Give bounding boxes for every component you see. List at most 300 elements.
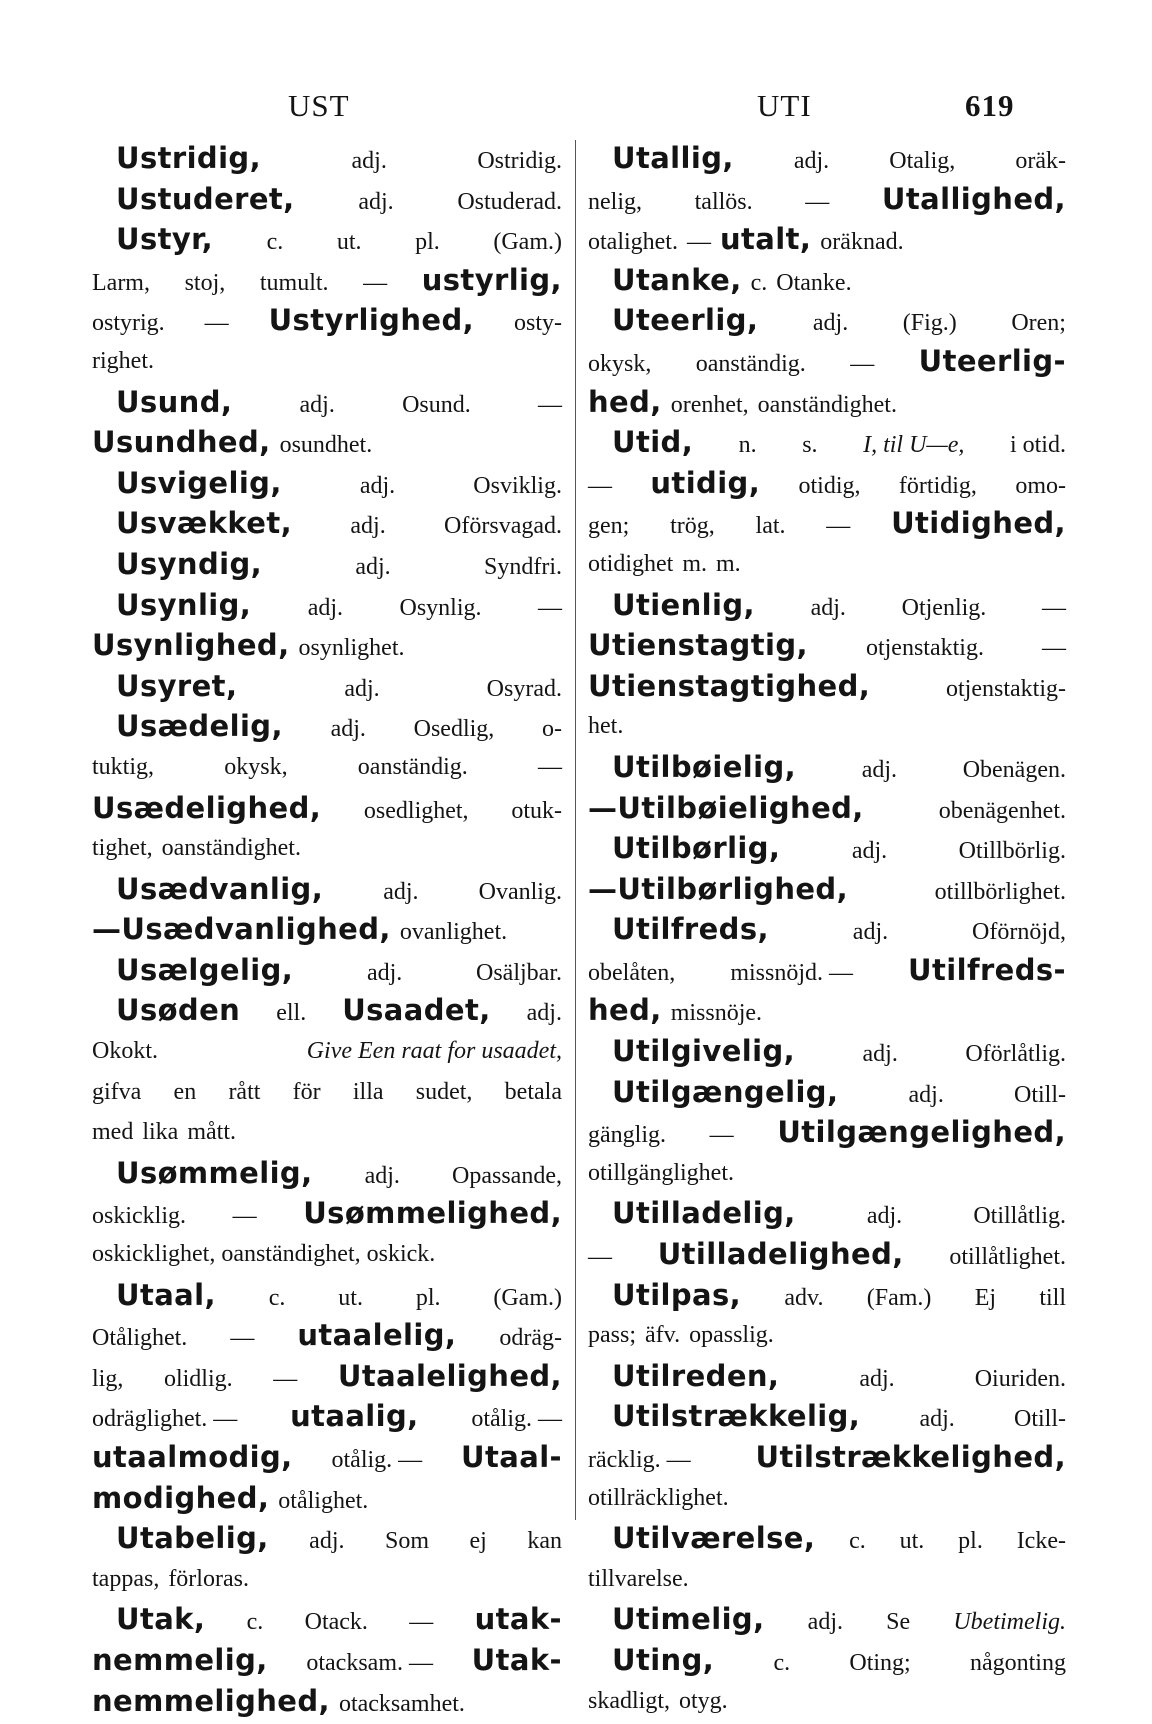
column-divider: [575, 140, 576, 1520]
line-text: pl.: [958, 1528, 983, 1555]
line-text: otålig. —: [471, 1406, 562, 1433]
line-text: adj.: [307, 594, 344, 621]
line-text: —: [850, 350, 875, 377]
headword: Usædelig,: [116, 709, 283, 744]
line-text: Otanke.: [776, 269, 852, 296]
line-text: otuk-: [511, 797, 562, 824]
italic-text: Ubetimelig.: [953, 1609, 1066, 1636]
line-text: —: [409, 1609, 434, 1636]
line-text: tighet,: [92, 835, 153, 862]
headword: Utilreden,: [612, 1358, 780, 1393]
line-text: adj.: [526, 1000, 562, 1027]
line-text: betala: [504, 1078, 562, 1105]
line-text: Ostridig.: [477, 148, 562, 174]
line-text: illa: [352, 1078, 384, 1105]
line-text: Oförlåtlig.: [965, 1041, 1066, 1068]
line-text: (Fam.): [866, 1284, 932, 1311]
italic-text: I, til U—e,: [863, 432, 965, 459]
text-line: [92, 544, 562, 585]
text-line: [588, 1518, 1066, 1559]
text-line: [588, 788, 1066, 829]
text-line: [92, 869, 562, 910]
headword: Utilstrækkelig,: [612, 1399, 861, 1434]
line-text: Otillåtlig.: [973, 1203, 1066, 1230]
line-text: —: [686, 229, 711, 256]
line-text: Ovanlig.: [478, 878, 562, 905]
text-line: [92, 300, 562, 341]
text-line: [92, 1437, 562, 1478]
line-text: adj.: [908, 1081, 944, 1108]
text-line: [92, 382, 562, 423]
text-line: [588, 1031, 1066, 1072]
headword: Usynlighed,: [92, 628, 290, 663]
text-line: [92, 1478, 562, 1519]
line-text: Otillbörlig.: [958, 838, 1066, 865]
headword: Utaalelighed,: [337, 1358, 562, 1393]
headword: Utak,: [116, 1602, 206, 1637]
line-text: —: [1041, 594, 1066, 621]
line-text: förloras.: [168, 1565, 249, 1592]
text-line: [92, 138, 562, 179]
text-line: [92, 1518, 562, 1559]
text-line: [588, 463, 1066, 504]
line-text: adj.: [807, 1609, 843, 1636]
line-text: mått.: [187, 1119, 236, 1146]
headword: Utilfreds,: [612, 912, 769, 947]
line-text: c.: [750, 269, 768, 296]
headword: Utilfreds-: [908, 952, 1066, 987]
text-line: [588, 1599, 1066, 1640]
text-line: [92, 1072, 562, 1113]
headword: Utak-: [471, 1642, 562, 1677]
headword: Utaal-: [461, 1440, 562, 1474]
text-line: [92, 1599, 562, 1640]
line-text: gen;: [588, 513, 630, 540]
line-text: otillräcklighet.: [588, 1484, 729, 1511]
line-text: gänglig.: [588, 1122, 666, 1149]
text-line: [92, 828, 562, 869]
line-text: ut.: [899, 1528, 925, 1555]
line-text: otålighet.: [278, 1487, 369, 1514]
line-text: pl.: [415, 229, 440, 256]
text-line: [588, 1437, 1066, 1478]
line-text: adj.: [351, 148, 387, 174]
line-text: Otill-: [1013, 1081, 1066, 1108]
text-line: [92, 422, 562, 463]
text-line: [92, 260, 562, 301]
running-head-right: UTI: [757, 88, 812, 123]
text-line: [588, 1072, 1066, 1113]
line-text: Syndfri.: [484, 553, 562, 580]
text-line: [588, 950, 1066, 991]
line-text: ut.: [336, 229, 362, 256]
running-head-left: UST: [288, 88, 350, 123]
headword: Usundhed,: [92, 425, 271, 460]
text-line: [588, 179, 1066, 220]
text-line: [92, 747, 562, 788]
line-text: omo-: [1015, 472, 1066, 499]
text-line: [92, 625, 562, 666]
line-text: —: [537, 594, 562, 621]
line-text: —: [537, 391, 562, 418]
text-line: [92, 950, 562, 991]
text-line: [92, 1193, 562, 1234]
line-text: adj.: [852, 919, 889, 946]
text-line: [588, 219, 1066, 260]
line-text: (Fig.): [902, 310, 957, 337]
line-text: med: [92, 1119, 134, 1146]
line-text: tuktig,: [92, 753, 155, 780]
line-text: Oiuriden.: [974, 1365, 1066, 1392]
headword: Utilladelig,: [612, 1196, 796, 1231]
line-text: oanständighet.: [161, 835, 301, 862]
line-text: rått: [228, 1078, 261, 1105]
text-line: [92, 666, 562, 707]
line-text: Osund.: [402, 391, 471, 418]
line-text: adj.: [851, 838, 888, 865]
line-text: okysk,: [588, 350, 652, 377]
headword: Usømmelig,: [116, 1155, 313, 1190]
headword: Uteerlig,: [612, 303, 759, 338]
headword: utidig,: [650, 465, 761, 500]
line-text: adj.: [358, 188, 394, 215]
line-text: otjenstaktig.: [865, 635, 984, 662]
text-line: [588, 1153, 1066, 1194]
italic-text: Give Een raat for usaadet,: [306, 1038, 562, 1065]
headword: Utallig,: [612, 141, 734, 175]
line-text: Osyrad.: [486, 675, 562, 702]
headword: Utilgivelig,: [612, 1034, 796, 1069]
line-text: adj.: [330, 716, 366, 743]
line-text: Osviklig.: [473, 472, 562, 499]
text-line: [588, 138, 1066, 179]
line-text: oanständig.: [695, 350, 806, 377]
text-line: [588, 909, 1066, 950]
line-text: obelåten,: [588, 959, 676, 986]
line-text: —: [230, 1325, 255, 1352]
headword: utaalig,: [290, 1399, 419, 1434]
line-text: adj.: [309, 1528, 345, 1555]
text-line: [588, 260, 1066, 301]
headword: Utienstagtig,: [588, 628, 808, 663]
headword: hed,: [588, 384, 662, 419]
line-text: oskicklighet, oanständighet, oskick.: [92, 1241, 436, 1268]
text-line: [92, 788, 562, 829]
headword: nemmelighed,: [92, 1683, 330, 1718]
line-text: c.: [246, 1609, 264, 1636]
headword: —Utilbøielighed,: [588, 790, 864, 825]
line-text: stoj,: [184, 269, 226, 296]
text-line: [588, 382, 1066, 423]
line-text: till: [1039, 1284, 1066, 1311]
line-text: Oting;: [849, 1649, 911, 1676]
line-text: adj.: [861, 756, 898, 783]
line-text: oskicklig.: [92, 1203, 186, 1230]
text-line: [92, 1153, 562, 1194]
line-text: Som: [385, 1528, 430, 1555]
line-text: otalighet.: [588, 229, 678, 256]
headword: Usund,: [116, 384, 233, 419]
line-text: s.: [802, 432, 818, 459]
line-text: Larm,: [92, 269, 150, 296]
line-text: Osäljbar.: [476, 959, 562, 986]
line-text: otacksam. —: [306, 1649, 433, 1676]
text-line: [92, 341, 562, 382]
headword: Utanke,: [612, 262, 742, 297]
line-text: adj.: [810, 594, 846, 621]
text-line: [588, 585, 1066, 626]
text-line: [92, 1315, 562, 1356]
line-text: otacksamhet.: [338, 1690, 465, 1717]
line-text: otillgänglighet.: [588, 1159, 734, 1186]
headword: —Utilbørlighed,: [588, 871, 849, 906]
line-text: olidlig.: [163, 1365, 233, 1392]
line-text: adj.: [299, 391, 335, 418]
line-text: för: [292, 1078, 321, 1105]
line-text: ell.: [276, 1000, 307, 1027]
line-text: adj.: [919, 1406, 955, 1433]
line-text: oanständighet.: [757, 391, 897, 418]
line-text: Se: [886, 1609, 911, 1636]
line-text: adj.: [866, 1203, 903, 1230]
line-text: kan: [527, 1528, 562, 1555]
line-text: odräglighet. —: [92, 1406, 238, 1433]
line-text: tumult.: [259, 269, 329, 296]
line-text: n.: [738, 432, 757, 459]
text-line: [588, 666, 1066, 707]
line-text: —: [1041, 635, 1066, 662]
text-line: [588, 503, 1066, 544]
line-text: adj.: [383, 878, 419, 905]
headword: utaalelig,: [297, 1318, 457, 1353]
line-text: en: [173, 1078, 197, 1105]
headword: Usvækket,: [116, 506, 293, 541]
line-text: Opassande,: [452, 1162, 562, 1189]
line-text: Osynlig.: [399, 594, 482, 621]
line-text: adj.: [793, 148, 830, 174]
text-line: [588, 747, 1066, 788]
line-text: Oförnöjd,: [972, 919, 1066, 946]
text-line: [92, 1396, 562, 1437]
text-line: [588, 1193, 1066, 1234]
line-text: Obenägen.: [962, 756, 1066, 783]
headword: Usvigelig,: [116, 465, 282, 500]
line-text: Ostuderad.: [457, 188, 562, 215]
line-text: —: [805, 188, 830, 215]
line-text: pl.: [415, 1284, 441, 1311]
line-text: någonting: [969, 1649, 1066, 1676]
line-text: Icke-: [1016, 1528, 1066, 1555]
line-text: c.: [773, 1649, 791, 1676]
line-text: oanständig.: [357, 753, 468, 780]
line-text: o-: [542, 716, 562, 743]
line-text: obenägenhet.: [938, 797, 1066, 824]
text-line: [588, 1112, 1066, 1153]
text-line: [588, 1478, 1066, 1519]
headword: Usaadet,: [342, 993, 491, 1028]
headword: Utienstagtighed,: [588, 668, 871, 703]
text-line: [588, 706, 1066, 747]
headword: Usælgelig,: [116, 952, 294, 987]
line-text: osty-: [514, 310, 562, 337]
text-line: [92, 1681, 562, 1722]
headword: Utid,: [612, 425, 694, 460]
line-text: otillåtlighet.: [949, 1244, 1066, 1271]
headword: Utilværelse,: [612, 1521, 816, 1556]
line-text: c.: [849, 1528, 866, 1555]
headword: Utilpas,: [612, 1277, 742, 1312]
line-text: lika: [142, 1119, 179, 1146]
headword: Usyndig,: [116, 546, 263, 581]
headword: Ustyrlighed,: [268, 303, 475, 338]
line-text: —: [232, 1203, 257, 1230]
line-text: adj.: [366, 959, 403, 986]
text-line: [92, 585, 562, 626]
text-line: [588, 625, 1066, 666]
line-text: opasslig.: [689, 1322, 774, 1349]
line-text: tillvarelse.: [588, 1565, 689, 1592]
headword: Usynlig,: [116, 587, 252, 622]
line-text: (Gam.): [493, 1284, 562, 1311]
line-text: Otill-: [1014, 1406, 1066, 1433]
headword: Utidighed,: [891, 506, 1066, 541]
text-line: [588, 341, 1066, 382]
headword: Usøden: [116, 993, 241, 1028]
line-text: räcklig. —: [588, 1447, 691, 1473]
line-text: missnöjd. —: [730, 959, 854, 986]
line-text: skadligt,: [588, 1687, 670, 1714]
line-text: adj.: [344, 675, 380, 702]
line-text: m.: [682, 550, 707, 577]
line-text: oräknad.: [820, 229, 904, 256]
line-text: Oren;: [1011, 310, 1066, 337]
line-text: ej: [469, 1528, 487, 1555]
headword: ustyrlig,: [421, 262, 562, 297]
line-text: otyg.: [679, 1687, 728, 1714]
line-text: —: [588, 472, 612, 499]
headword: Ustyr,: [116, 222, 214, 257]
headword: Utienlig,: [612, 587, 755, 622]
text-line: [92, 1234, 562, 1275]
headword: Utilbørlig,: [612, 831, 781, 866]
headword: Utilladelighed,: [657, 1237, 904, 1272]
headword: hed,: [588, 993, 662, 1028]
headword: Utimelig,: [612, 1602, 765, 1637]
text-line: [92, 219, 562, 260]
line-text: otidig,: [798, 472, 861, 499]
text-line: [92, 1275, 562, 1316]
text-line: [92, 990, 562, 1031]
line-text: (Gam.): [493, 229, 562, 256]
line-text: Otalig,: [889, 148, 956, 174]
line-text: osedlighet,: [363, 797, 469, 824]
line-text: Otack.: [304, 1609, 368, 1636]
line-text: c.: [266, 229, 284, 256]
line-text: m.: [716, 550, 741, 577]
line-text: adj.: [359, 472, 396, 499]
line-text: tallös.: [694, 188, 753, 215]
line-text: i otid.: [1009, 432, 1066, 459]
line-text: missnöje.: [670, 1000, 763, 1027]
text-line: [588, 422, 1066, 463]
text-line: [588, 990, 1066, 1031]
line-text: tappas,: [92, 1565, 160, 1592]
line-text: —: [204, 310, 229, 337]
line-text: otålig. —: [331, 1447, 423, 1473]
headword: Ustridig,: [116, 141, 261, 175]
headword: nemmelig,: [92, 1642, 268, 1677]
headword: Usædvanlig,: [116, 871, 324, 906]
text-line: [588, 1640, 1066, 1681]
line-text: het.: [588, 713, 624, 740]
left-column: [92, 138, 562, 1721]
text-line: [92, 503, 562, 544]
text-line: [588, 1356, 1066, 1397]
text-line: [588, 1396, 1066, 1437]
right-column: [588, 138, 1066, 1721]
headword: Usædelighed,: [92, 790, 322, 825]
text-line: [92, 463, 562, 504]
headword: Utallighed,: [881, 181, 1066, 216]
line-text: adj.: [859, 1365, 895, 1392]
line-text: Ej: [974, 1284, 997, 1311]
line-text: adv.: [784, 1284, 824, 1311]
line-text: —: [588, 1244, 612, 1271]
line-text: adj.: [862, 1041, 898, 1068]
line-text: ut.: [338, 1284, 363, 1311]
headword: —Usædvanlighed,: [92, 912, 391, 947]
line-text: c.: [268, 1284, 286, 1311]
headword: Usyret,: [116, 668, 238, 703]
line-text: —: [709, 1122, 734, 1149]
line-text: adj.: [355, 553, 391, 580]
line-text: nelig,: [588, 188, 642, 215]
line-text: oräk-: [1015, 148, 1066, 174]
text-line: [92, 1640, 562, 1681]
line-text: Osedlig,: [413, 716, 495, 743]
line-text: sudet,: [415, 1078, 473, 1105]
headword: Utilstrækkelighed,: [755, 1440, 1066, 1474]
text-line: [92, 706, 562, 747]
line-text: —: [273, 1365, 298, 1392]
text-line: [588, 828, 1066, 869]
text-line: [92, 1112, 562, 1153]
headword: utak-: [474, 1602, 562, 1637]
line-text: Oförsvagad.: [444, 513, 562, 540]
page-number: 619: [965, 88, 1015, 123]
headword: Uting,: [612, 1642, 715, 1677]
headword: Utilbøielig,: [612, 749, 797, 784]
line-text: —: [538, 753, 562, 780]
line-text: ostyrig.: [92, 310, 165, 337]
line-text: osynlighet.: [298, 635, 405, 662]
line-text: pass;: [588, 1322, 636, 1349]
line-text: orenhet,: [670, 391, 749, 418]
line-text: lig,: [92, 1365, 124, 1392]
line-text: otidighet: [588, 550, 674, 577]
text-line: [92, 1559, 562, 1600]
text-line: [92, 1031, 562, 1072]
line-text: trög,: [670, 513, 715, 540]
line-text: Otålighet.: [92, 1325, 188, 1352]
text-line: [588, 300, 1066, 341]
text-line: [92, 179, 562, 220]
line-text: okysk,: [224, 753, 288, 780]
line-text: adj.: [364, 1162, 400, 1189]
line-text: äfv.: [645, 1322, 681, 1349]
line-text: gifva: [92, 1078, 142, 1105]
line-text: —: [826, 513, 851, 540]
